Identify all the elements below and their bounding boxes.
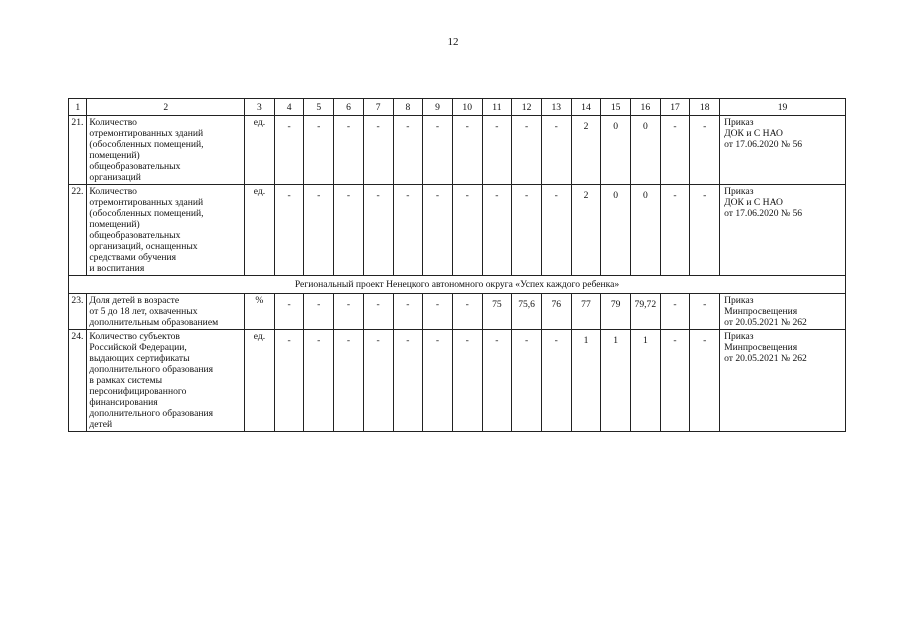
value-cell: 0 <box>631 185 661 276</box>
indicator-name <box>87 116 245 185</box>
value-cell: 0 <box>601 116 631 185</box>
column-header: 6 <box>334 99 364 116</box>
indicator-name-line: Количество субъектов <box>89 331 180 342</box>
indicator-name-line: отремонтированных зданий <box>89 197 204 208</box>
value-cell: 0 <box>601 185 631 276</box>
row-number: 23. <box>69 294 87 330</box>
indicator-name-line: в рамках системы <box>89 375 163 386</box>
value-cell: - <box>393 116 423 185</box>
value-cell: - <box>660 330 690 432</box>
indicator-name-line: выдающих сертификаты <box>89 353 190 364</box>
value-cell: - <box>690 330 720 432</box>
value-cell: - <box>363 185 393 276</box>
value-cell: - <box>304 116 334 185</box>
value-cell: 1 <box>631 330 661 432</box>
value-cell: - <box>334 294 364 330</box>
value-cell: - <box>393 185 423 276</box>
column-header: 5 <box>304 99 334 116</box>
value-cell: - <box>423 116 453 185</box>
value-cell: 0 <box>631 116 661 185</box>
indicator-name-line: от 5 до 18 лет, охваченных <box>89 306 198 317</box>
source-document-line: от 17.06.2020 № 56 <box>724 139 803 150</box>
unit-cell: ед. <box>245 116 275 185</box>
value-cell: - <box>452 330 482 432</box>
source-document <box>720 116 846 185</box>
indicator-name-line: Количество <box>89 117 137 128</box>
value-cell: - <box>512 330 542 432</box>
indicator-name <box>87 185 245 276</box>
source-document-line: Минпросвещения <box>724 342 798 353</box>
column-header: 1 <box>69 99 87 116</box>
value-cell: - <box>334 185 364 276</box>
indicator-name-line: помещений) <box>89 150 140 161</box>
value-cell: 2 <box>571 116 601 185</box>
value-cell: - <box>452 294 482 330</box>
column-header: 17 <box>660 99 690 116</box>
column-header: 12 <box>512 99 542 116</box>
column-header: 14 <box>571 99 601 116</box>
source-document <box>720 185 846 276</box>
value-cell: - <box>393 330 423 432</box>
column-header: 18 <box>690 99 720 116</box>
indicator-name-line: Количество <box>89 186 137 197</box>
indicator-name-line: и воспитания <box>89 263 145 274</box>
indicator-name-line: помещений) <box>89 219 140 230</box>
value-cell: - <box>452 185 482 276</box>
value-cell: - <box>482 185 512 276</box>
value-cell: - <box>690 116 720 185</box>
value-cell: 79,72 <box>631 294 661 330</box>
value-cell: - <box>304 330 334 432</box>
value-cell: - <box>660 294 690 330</box>
column-header: 3 <box>245 99 275 116</box>
source-document-line: ДОК и С НАО <box>724 128 783 139</box>
source-document-line: Приказ <box>724 186 754 197</box>
section-row <box>69 276 846 294</box>
header-row <box>69 99 846 116</box>
value-cell: - <box>541 185 571 276</box>
indicator-name-line: финансирования <box>89 397 158 408</box>
indicator-name <box>87 294 245 330</box>
indicator-name-line: персонифицированного <box>89 386 187 397</box>
indicator-name-line: дополнительным образованием <box>89 317 219 328</box>
unit-cell: ед. <box>245 330 275 432</box>
source-document <box>720 330 846 432</box>
value-cell: - <box>423 185 453 276</box>
section-title: Региональный проект Ненецкого автономного округа «Успех каждого ребенка» <box>69 276 846 294</box>
value-cell: - <box>363 294 393 330</box>
source-document-line: Минпросвещения <box>724 306 798 317</box>
source-document-line: Приказ <box>724 331 754 342</box>
indicator-name-line: организаций, оснащенных <box>89 241 198 252</box>
value-cell: 75,6 <box>512 294 542 330</box>
column-header: 10 <box>452 99 482 116</box>
page-number: 12 <box>447 36 459 48</box>
value-cell: - <box>423 330 453 432</box>
value-cell: - <box>274 116 304 185</box>
column-header: 15 <box>601 99 631 116</box>
row-number: 21. <box>69 116 87 185</box>
value-cell: - <box>690 294 720 330</box>
indicator-name-line: (обособленных помещений, <box>89 208 204 219</box>
column-header: 16 <box>631 99 661 116</box>
value-cell: 77 <box>571 294 601 330</box>
value-cell: - <box>541 116 571 185</box>
column-header: 4 <box>274 99 304 116</box>
value-cell: - <box>660 185 690 276</box>
value-cell: 76 <box>541 294 571 330</box>
column-header: 13 <box>541 99 571 116</box>
row-number: 24. <box>69 330 87 432</box>
indicator-name-line: организаций <box>89 172 141 183</box>
value-cell: - <box>482 116 512 185</box>
value-cell: - <box>304 294 334 330</box>
indicator-name-line: средствами обучения <box>89 252 177 263</box>
value-cell: 1 <box>571 330 601 432</box>
unit-cell: ед. <box>245 185 275 276</box>
source-document-line: Приказ <box>724 295 754 306</box>
value-cell: 75 <box>482 294 512 330</box>
indicators-table <box>68 98 846 432</box>
source-document-line: от 20.05.2021 № 262 <box>724 353 807 364</box>
value-cell: - <box>541 330 571 432</box>
row-number: 22. <box>69 185 87 276</box>
source-document-line: от 20.05.2021 № 262 <box>724 317 807 328</box>
table-body <box>69 99 846 432</box>
value-cell: - <box>393 294 423 330</box>
table-row <box>69 294 846 330</box>
value-cell: - <box>423 294 453 330</box>
value-cell: - <box>660 116 690 185</box>
indicator-name <box>87 330 245 432</box>
indicator-name-line: дополнительного образования <box>89 364 214 375</box>
indicator-name-line: отремонтированных зданий <box>89 128 204 139</box>
column-header: 2 <box>87 99 245 116</box>
value-cell: - <box>363 330 393 432</box>
column-header: 19 <box>720 99 846 116</box>
indicator-name-line: детей <box>89 419 113 430</box>
value-cell: - <box>452 116 482 185</box>
value-cell: - <box>690 185 720 276</box>
table-row <box>69 185 846 276</box>
indicator-name-line: дополнительного образования <box>89 408 214 419</box>
value-cell: - <box>274 330 304 432</box>
source-document-line: Приказ <box>724 117 754 128</box>
value-cell: - <box>334 116 364 185</box>
table-row <box>69 330 846 432</box>
indicator-name-line: Доля детей в возрасте <box>89 295 180 306</box>
indicator-name-line: общеобразовательных <box>89 161 181 172</box>
value-cell: - <box>363 116 393 185</box>
indicator-name-line: Российской Федерации, <box>89 342 187 353</box>
column-header: 9 <box>423 99 453 116</box>
value-cell: 2 <box>571 185 601 276</box>
value-cell: - <box>334 330 364 432</box>
column-header: 8 <box>393 99 423 116</box>
column-header: 11 <box>482 99 512 116</box>
value-cell: - <box>304 185 334 276</box>
value-cell: - <box>512 185 542 276</box>
source-document <box>720 294 846 330</box>
indicator-name-line: общеобразовательных <box>89 230 181 241</box>
value-cell: 1 <box>601 330 631 432</box>
indicator-name-line: (обособленных помещений, <box>89 139 204 150</box>
value-cell: 79 <box>601 294 631 330</box>
value-cell: - <box>274 294 304 330</box>
source-document-line: от 17.06.2020 № 56 <box>724 208 803 219</box>
value-cell: - <box>274 185 304 276</box>
unit-cell: % <box>245 294 275 330</box>
source-document-line: ДОК и С НАО <box>724 197 783 208</box>
value-cell: - <box>482 330 512 432</box>
table-row <box>69 116 846 185</box>
column-header: 7 <box>363 99 393 116</box>
value-cell: - <box>512 116 542 185</box>
